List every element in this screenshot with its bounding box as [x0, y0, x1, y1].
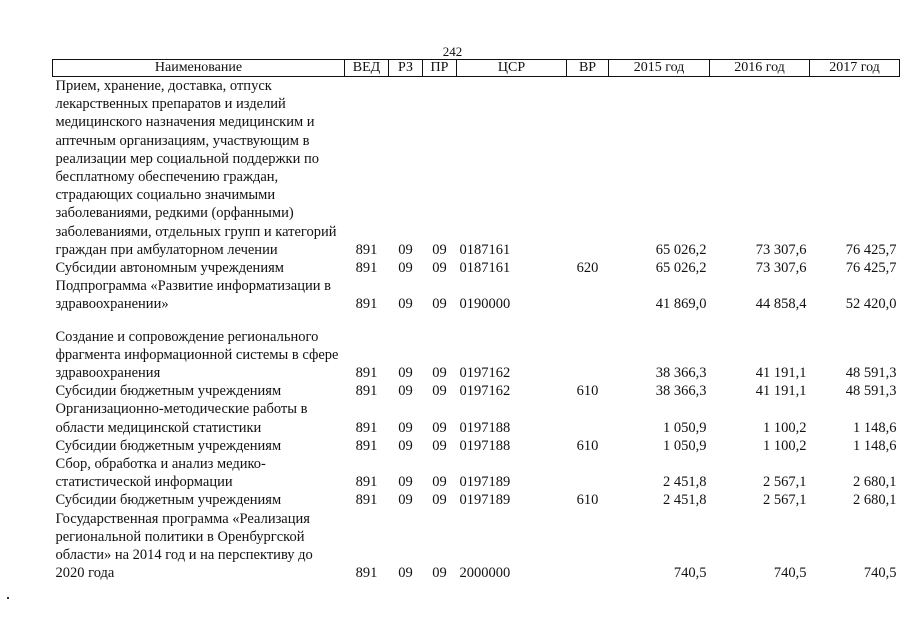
name-cell: Прием, хранение, доставка, отпуск лекарственных препаратов и изделий медицинского назначения медицинским и аптечным организациям, участвующим в реализации мер социальной поддержки по бесплатному обеспечению граждан, страдающих социально значимыми заболеваниями, редкими (орфанными) заболеваниями, отдельных групп и категорий граждан при амбулаторном лечении: [55, 78, 337, 258]
pr-cell: 09: [432, 365, 447, 382]
col-header-2015: 2015 год: [609, 60, 710, 77]
ved-cell: 891: [355, 260, 378, 277]
value-2016-cell: 740,5: [773, 565, 807, 582]
col-header-csr: ЦСР: [457, 60, 567, 77]
csr-cell: 0197162: [459, 383, 511, 400]
pr-cell: 09: [432, 296, 447, 313]
value-2016-cell: 44 858,4: [755, 296, 807, 313]
name-cell: Субсидии бюджетным учреждениям: [55, 437, 282, 454]
ved-cell: 891: [355, 565, 378, 582]
value-2015-cell: 2 451,8: [663, 492, 707, 509]
csr-cell: 0197162: [459, 365, 511, 382]
table-header-row: [53, 60, 900, 77]
csr-cell: 0187161: [459, 260, 511, 277]
pr-cell: 09: [432, 492, 447, 509]
vr-cell: [567, 77, 609, 260]
name-cell: Подпрограмма «Развитие информатизации в здравоохранении»: [55, 278, 331, 313]
rz-cell: 09: [398, 437, 413, 454]
value-2015-cell: 65 026,2: [655, 241, 707, 258]
pr-cell: 09: [432, 383, 447, 400]
value-2016-cell: 41 191,1: [755, 365, 807, 382]
csr-cell: 0197189: [459, 474, 511, 491]
pr-cell: 09: [432, 565, 447, 582]
ved-cell: 891: [355, 419, 378, 436]
col-header-name: Наименование: [53, 60, 345, 77]
table-row: [53, 437, 900, 455]
rz-cell: 09: [398, 260, 413, 277]
csr-cell: 2000000: [459, 565, 511, 582]
value-2015-cell: 2 451,8: [663, 474, 707, 491]
rz-cell: 09: [398, 241, 413, 258]
csr-cell: 0187161: [459, 241, 511, 258]
value-2016-cell: 1 100,2: [763, 437, 807, 454]
table-row: [53, 491, 900, 509]
pr-cell: 09: [432, 419, 447, 436]
value-2015-cell: 1 050,9: [663, 419, 707, 436]
table-row: [53, 277, 900, 313]
value-2015-cell: 38 366,3: [655, 383, 707, 400]
table-row: [53, 314, 900, 383]
ved-cell: 891: [355, 383, 378, 400]
name-cell: Субсидии бюджетным учреждениям: [55, 383, 282, 400]
ved-cell: 891: [355, 296, 378, 313]
vr-cell: 610: [576, 437, 599, 454]
value-2016-cell: 2 567,1: [763, 492, 807, 509]
rz-cell: 09: [398, 296, 413, 313]
rz-cell: 09: [398, 383, 413, 400]
ved-cell: 891: [355, 492, 378, 509]
rz-cell: 09: [398, 474, 413, 491]
rz-cell: 09: [398, 419, 413, 436]
value-2016-cell: 73 307,6: [755, 241, 807, 258]
value-2015-cell: 41 869,0: [655, 296, 707, 313]
table-body: [53, 77, 900, 583]
csr-cell: 0197188: [459, 419, 511, 436]
value-2017-cell: 76 425,7: [845, 260, 897, 277]
vr-cell: 610: [576, 383, 599, 400]
value-2017-cell: 1 148,6: [853, 437, 897, 454]
value-2016-cell: 2 567,1: [763, 474, 807, 491]
pr-cell: 09: [432, 437, 447, 454]
table-row: [53, 382, 900, 400]
value-2016-cell: 1 100,2: [763, 419, 807, 436]
col-header-rz: РЗ: [389, 60, 423, 77]
name-cell: Субсидии автономным учреждениям: [55, 260, 284, 277]
value-2017-cell: 1 148,6: [853, 419, 897, 436]
table-row: [53, 400, 900, 436]
value-2015-cell: 740,5: [673, 565, 707, 582]
rz-cell: 09: [398, 365, 413, 382]
name-cell: Организационно-методические работы в области медицинской статистики: [55, 401, 308, 436]
name-cell: Субсидии бюджетным учреждениям: [55, 492, 282, 509]
col-header-vr: ВР: [567, 60, 609, 77]
value-2017-cell: 52 420,0: [845, 296, 897, 313]
value-2017-cell: 76 425,7: [845, 241, 897, 258]
vr-cell: [567, 277, 609, 313]
page-number: 242: [442, 44, 463, 59]
value-2017-cell: 2 680,1: [853, 492, 897, 509]
pr-cell: 09: [432, 260, 447, 277]
vr-cell: [567, 314, 609, 383]
value-2015-cell: 38 366,3: [655, 365, 707, 382]
value-2017-cell: 48 591,3: [845, 383, 897, 400]
table-row: [53, 77, 900, 260]
budget-table: [52, 59, 900, 582]
ved-cell: 891: [355, 437, 378, 454]
table-row: [53, 510, 900, 583]
value-2016-cell: 73 307,6: [755, 260, 807, 277]
value-2015-cell: 65 026,2: [655, 260, 707, 277]
value-2017-cell: 2 680,1: [853, 474, 897, 491]
ved-cell: 891: [355, 474, 378, 491]
name-cell: Создание и сопровождение регионального фрагмента информационной системы в сфере здравоохранения: [55, 328, 339, 382]
vr-cell: [567, 400, 609, 436]
value-2017-cell: 740,5: [863, 565, 897, 582]
scan-speck: [7, 597, 9, 599]
table-row: [53, 455, 900, 491]
pr-cell: 09: [432, 241, 447, 258]
col-header-ved: ВЕД: [345, 60, 389, 77]
csr-cell: 0197189: [459, 492, 511, 509]
rz-cell: 09: [398, 492, 413, 509]
value-2016-cell: 41 191,1: [755, 383, 807, 400]
vr-cell: 610: [576, 492, 599, 509]
col-header-2016: 2016 год: [710, 60, 810, 77]
vr-cell: 620: [576, 260, 599, 277]
name-cell: Сбор, обработка и анализ медико-статистической информации: [55, 456, 266, 491]
vr-cell: [567, 510, 609, 583]
vr-cell: [567, 455, 609, 491]
name-cell: Государственная программа «Реализация региональной политики в Оренбургской области» на 2014 год и на перспективу до 2020 года: [55, 510, 313, 582]
csr-cell: 0190000: [459, 296, 511, 313]
value-2015-cell: 1 050,9: [663, 437, 707, 454]
ved-cell: 891: [355, 365, 378, 382]
rz-cell: 09: [398, 565, 413, 582]
pr-cell: 09: [432, 474, 447, 491]
ved-cell: 891: [355, 241, 378, 258]
csr-cell: 0197188: [459, 437, 511, 454]
table-row: [53, 259, 900, 277]
col-header-pr: ПР: [423, 60, 457, 77]
value-2017-cell: 48 591,3: [845, 365, 897, 382]
col-header-2017: 2017 год: [810, 60, 900, 77]
